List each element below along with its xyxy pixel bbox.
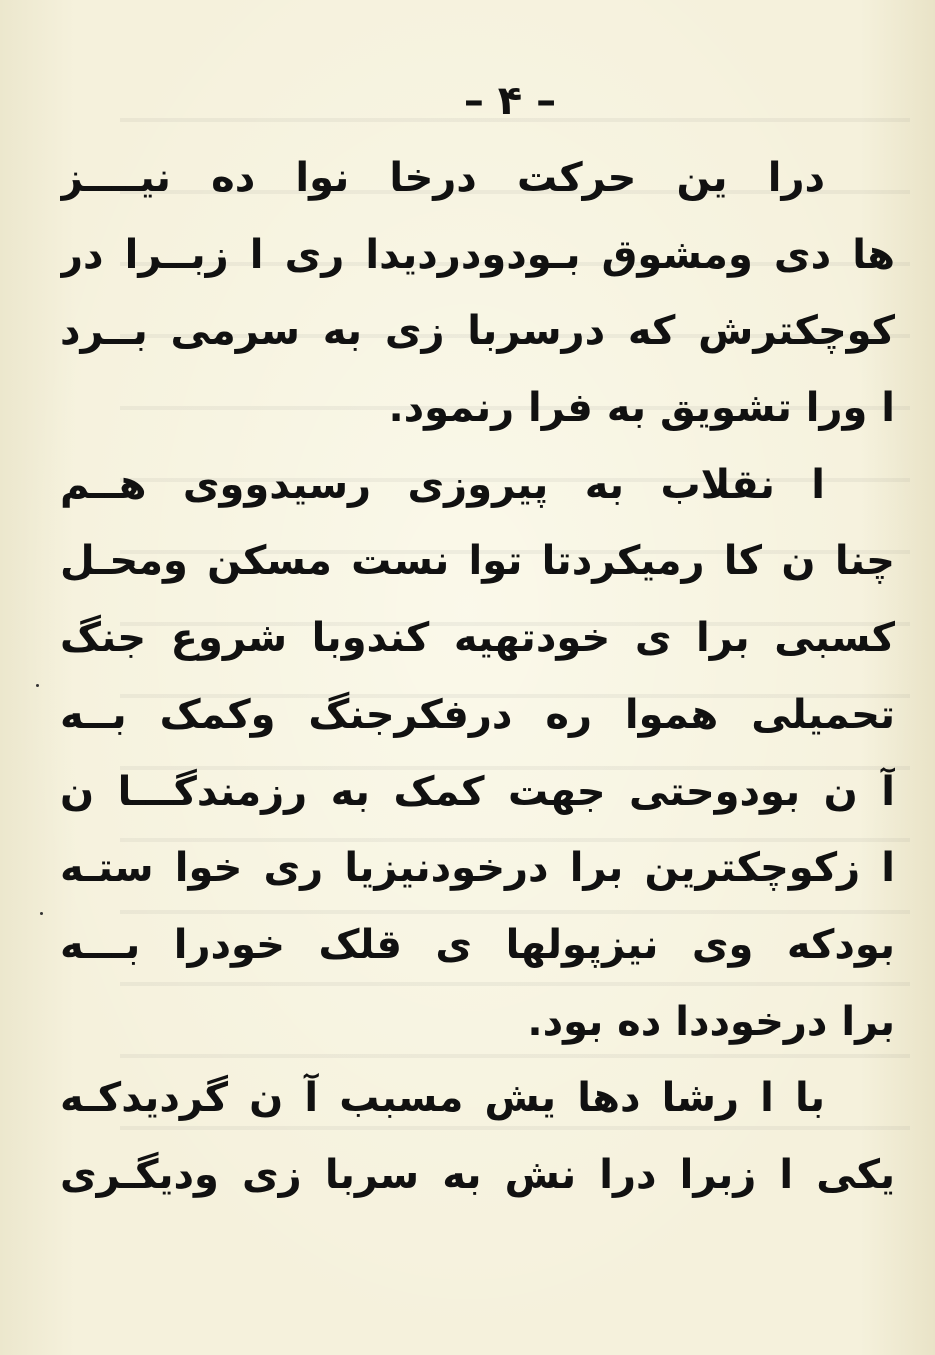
text-line: ا زکوچکترین برا درخودنیزیا ری خوا ستـه <box>60 845 895 892</box>
text-line: چنا ن کا رمیکردتا توا نست مسکن ومحـل <box>60 538 895 585</box>
page-number: – ۴ – <box>463 78 557 124</box>
text-line: تحمیلی هموا ره درفکرجنگ وکمک بــه <box>60 691 895 738</box>
text-line: درا ین حرکت درخا نوا ده نیــــز <box>60 155 825 201</box>
text-line: آ ن بودوحتی جهت کمک به رزمندگـــا ن <box>60 768 895 815</box>
speck <box>36 684 39 687</box>
text-line: برا درخوددا ده بود. <box>527 998 895 1045</box>
text-line: یکی ا زبرا درا نش به سربا زی ودیگـری <box>60 1151 895 1198</box>
body-text <box>60 140 895 1214</box>
text-line: کوچکترش که درسربا زی به سرمی بــرد <box>60 308 895 355</box>
text-line: ا ورا تشویق به فرا رنمود. <box>388 385 895 432</box>
text-line: با ا رشا دها یش مسبب آ ن گردیدکـه <box>60 1075 825 1122</box>
text-line: بودکه وی نیزپولها ی قلک خودرا بـــه <box>60 921 895 968</box>
speck <box>40 912 43 915</box>
text-line: ا نقلاب به پیروزی رسیدووی هــم <box>60 461 825 508</box>
text-line: ها دی ومشوق بـودودردیدا ری ا زبــرا در <box>60 231 895 278</box>
text-line: کسبی برا ی خودتهیه کندوبا شروع جنگ <box>60 615 895 662</box>
